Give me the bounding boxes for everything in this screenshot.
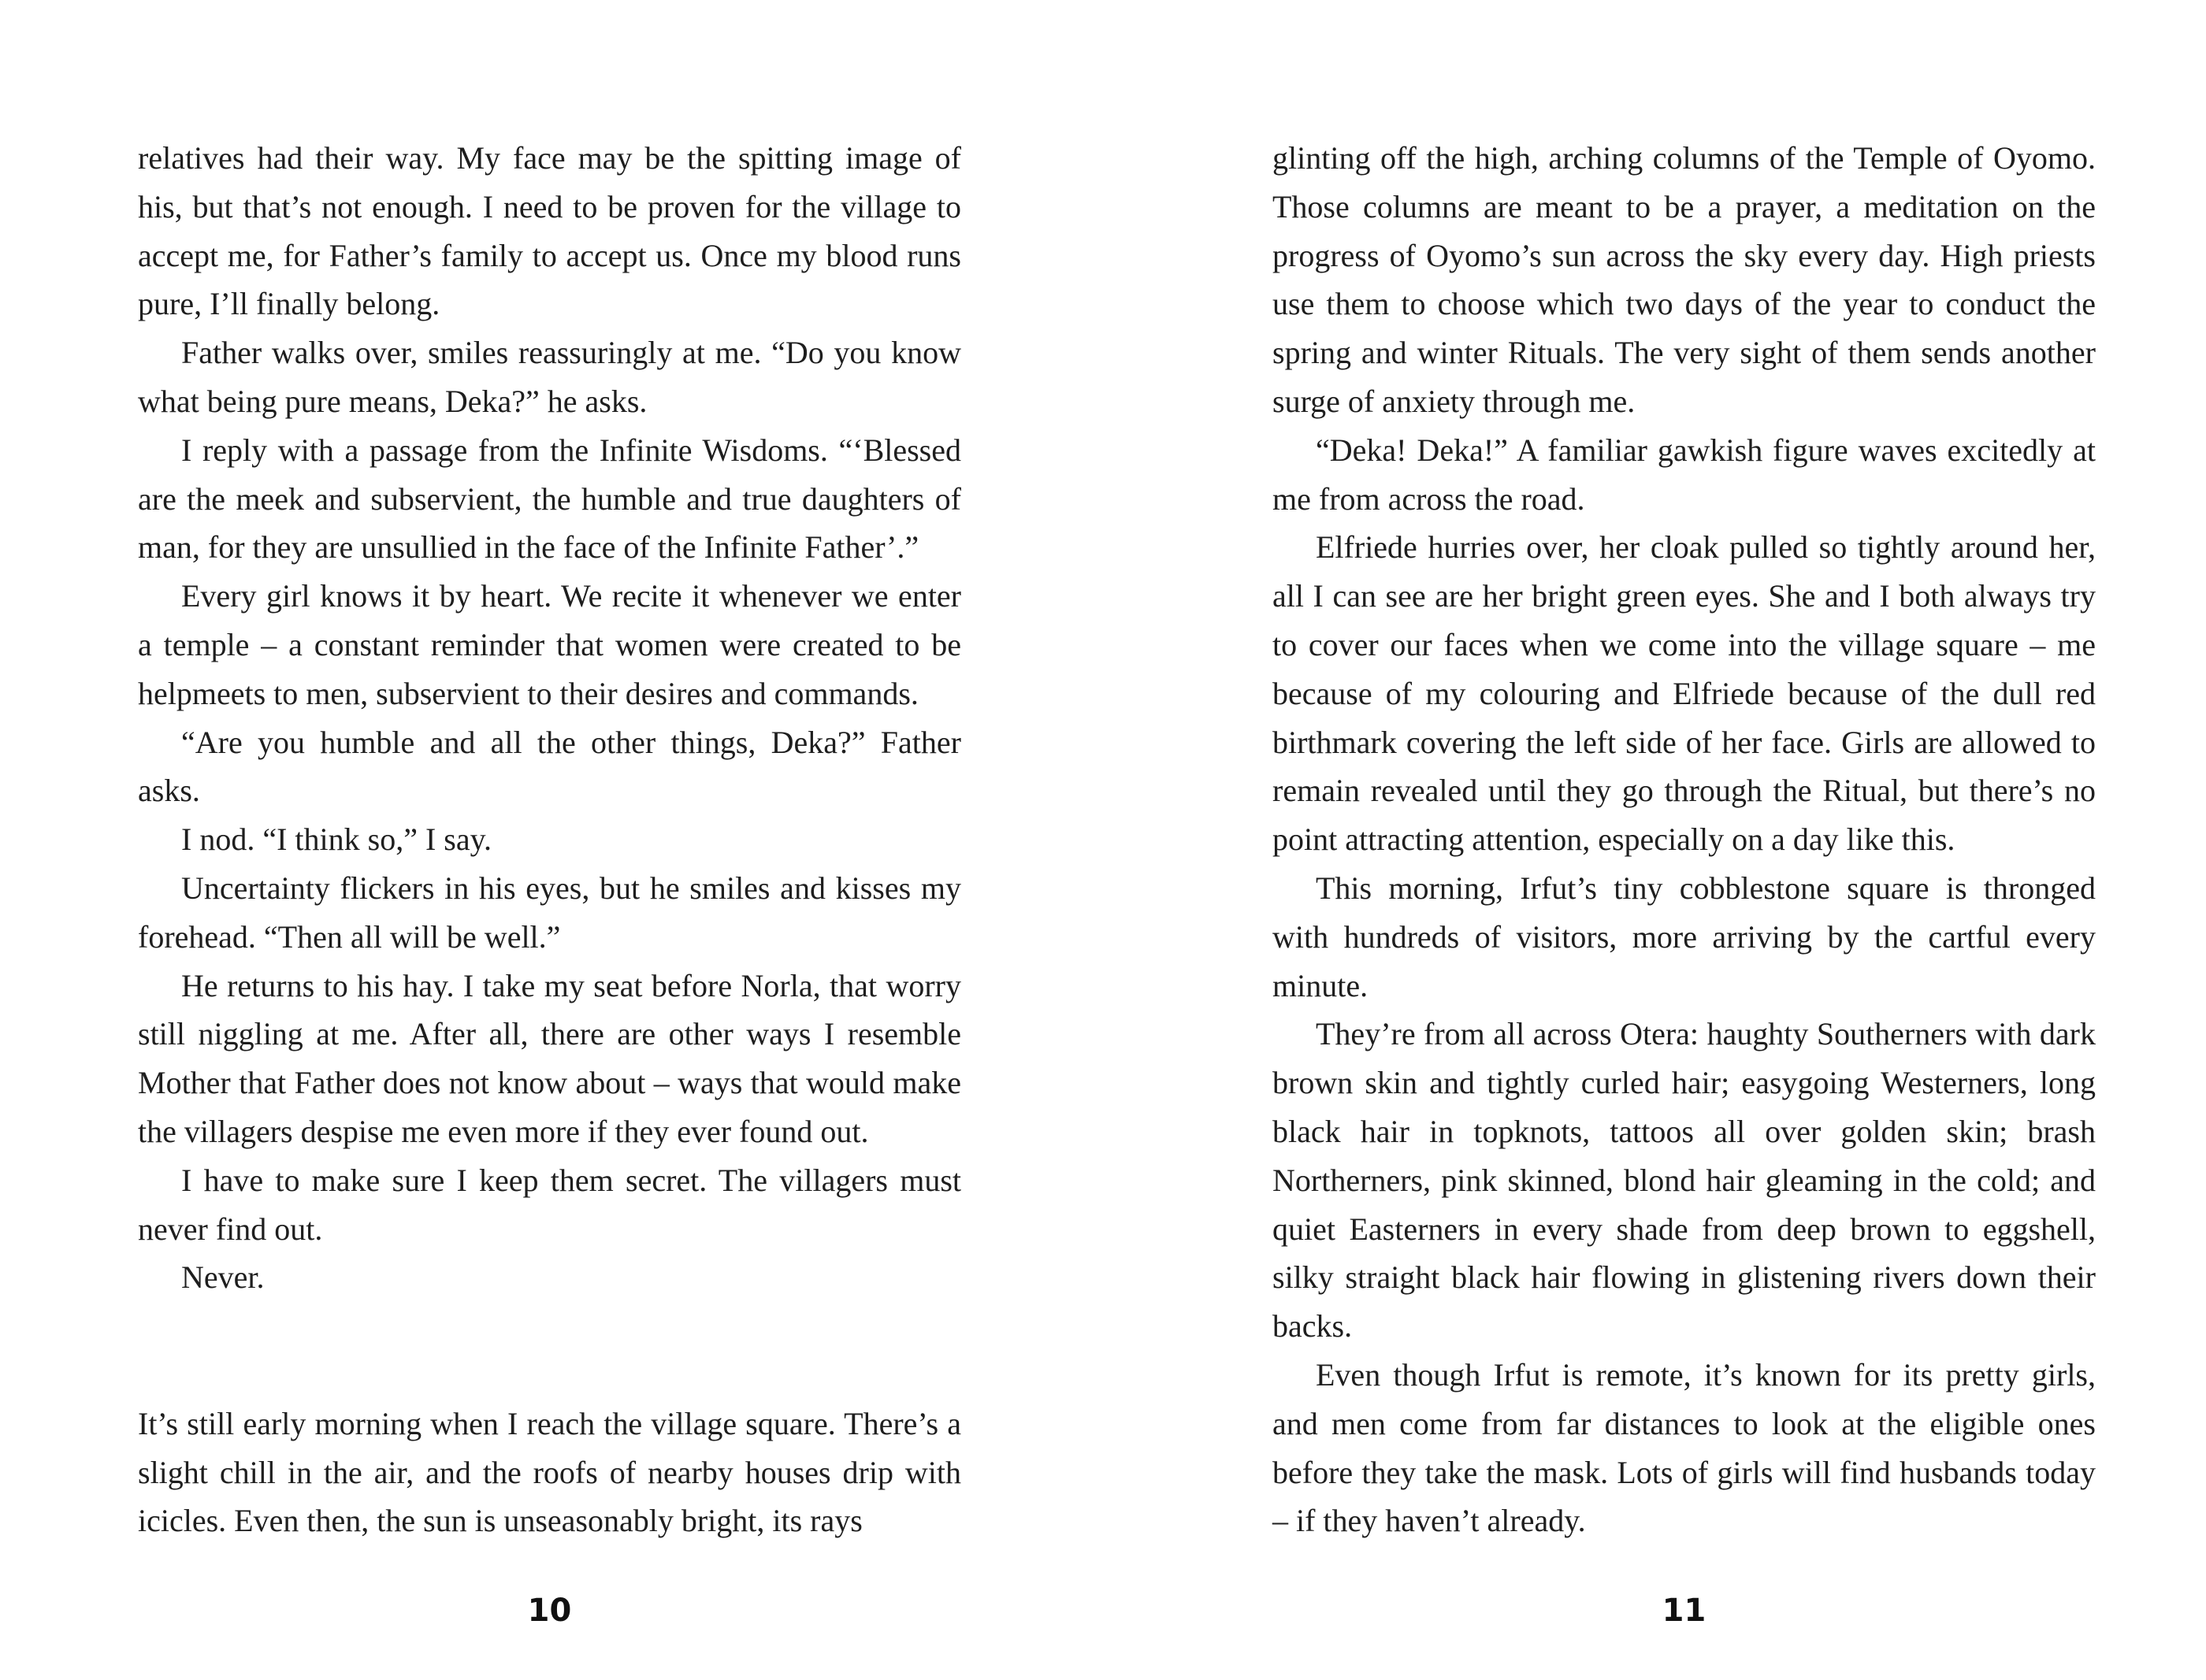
- paragraph: glinting off the high, arching columns of the Temple of Oyomo. Those columns are meant to be a prayer, a meditation on the progress of Oyomo’s sun across the sky every day. High priests use them to choose which two days of the year to conduct the spring and winter Rituals. The very sight of them sends another surge of anxiety through me.: [1272, 140, 2096, 419]
- paragraph: Father walks over, smiles reassuringly at me. “Do you know what being pure means, Deka?” he asks.: [138, 335, 961, 419]
- paragraph: Uncertainty flickers in his eyes, but he smiles and kisses my forehead. “Then all will be well.”: [138, 870, 961, 955]
- paragraph: They’re from all across Otera: haughty Southerners with dark brown skin and tightly curled hair; easygoing Westerners, long black hair in topknots, tattoos all over golden skin; brash Northerners, pink skinned, blond hair gleaming in the cold; and quiet Easterners in every shade from deep brown to eggshell, silky straight black hair flowing in glistening rivers down their backs.: [1272, 1016, 2096, 1344]
- paragraph: Never.: [181, 1259, 265, 1296]
- paragraph: He returns to his hay. I take my seat before Norla, that worry still niggling at me. After all, there are other ways I resemble Mother that Father does not know about – ways that would make the villagers despise me even more if they ever found out.: [138, 967, 961, 1149]
- paragraph: “Deka! Deka!” A familiar gawkish figure waves excitedly at me from across the road.: [1272, 432, 2096, 517]
- left-page: [138, 134, 961, 1629]
- paragraph: This morning, Irfut’s tiny cobblestone square is thronged with hundreds of visitors, more arriving by the cartful every minute.: [1272, 870, 2096, 1003]
- page-number: 11: [1662, 1593, 1706, 1629]
- paragraph: I reply with a passage from the Infinite Wisdoms. “‘Blessed are the meek and subservient, the humble and true daughters of man, for they are unsullied in the face of the Infinite Father’.”: [138, 432, 961, 566]
- paragraph: Even though Irfut is remote, it’s known for its pretty girls, and men come from far distances to look at the eligible ones before they take the mask. Lots of girls will find husbands today – if they haven’t already.: [1272, 1356, 2096, 1539]
- page-number: 10: [527, 1593, 572, 1629]
- paragraph: Every girl knows it by heart. We recite it whenever we enter a temple – a constant reminder that women were created to be helpmeets to men, subservient to their desires and commands.: [138, 578, 961, 711]
- paragraph: relatives had their way. My face may be the spitting image of his, but that’s not enough. I need to be proven for the village to accept me, for Father’s family to accept us. Once my blood runs pure, I’ll finally belong.: [138, 140, 961, 322]
- paragraph: I nod. “I think so,” I say.: [181, 821, 492, 858]
- right-page-text: [1272, 134, 2096, 1545]
- paragraph: I have to make sure I keep them secret. The villagers must never find out.: [138, 1162, 961, 1247]
- paragraph: “Are you humble and all the other things, Deka?” Father asks.: [138, 724, 961, 809]
- section-opening-paragraph: It’s still early morning when I reach the village square. There’s a slight chill in the air, and the roofs of nearby houses drip with icicles. Even then, the sun is unseasonably bright, its rays: [138, 1405, 961, 1539]
- paragraph: Elfriede hurries over, her cloak pulled so tightly around her, all I can see are her bright green eyes. She and I both always try to cover our faces when we come into the village square – me because of my colouring and Elfriede because of the dull red birthmark covering the left side of her face. Girls are allowed to remain revealed until they go through the Ritual, but there’s no point attracting attention, especially on a day like this.: [1272, 529, 2096, 858]
- left-page-text: [138, 134, 961, 1545]
- right-page: [1272, 134, 2096, 1629]
